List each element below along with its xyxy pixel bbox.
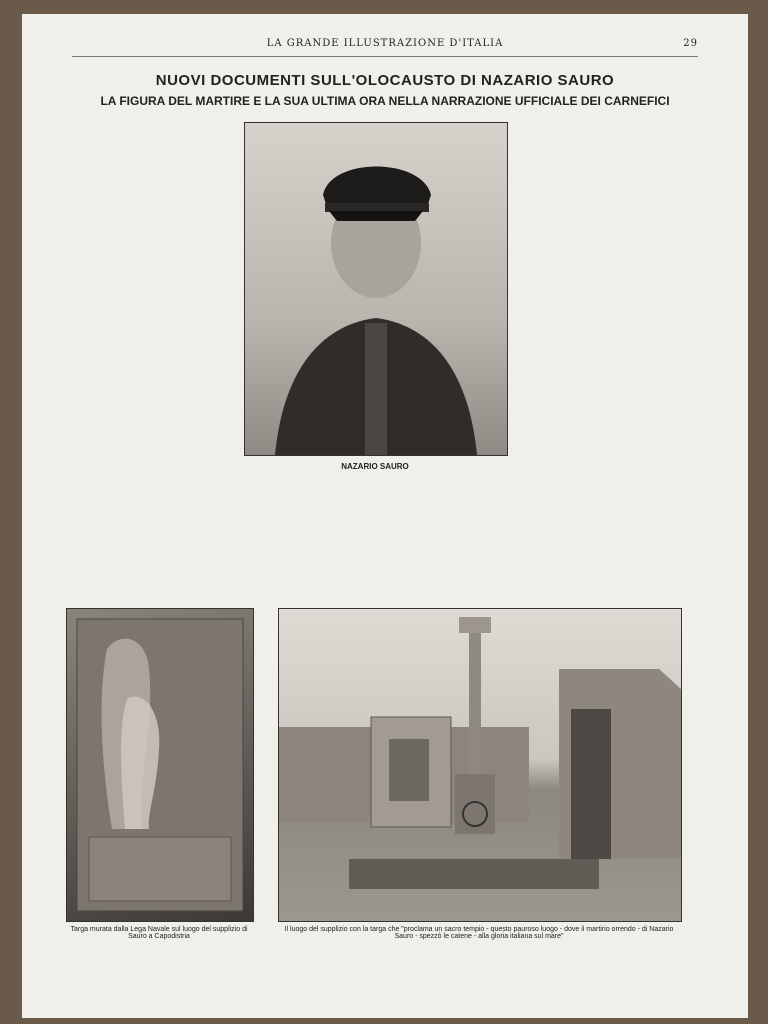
running-title: LA GRANDE ILLUSTRAZIONE D'ITALIA bbox=[266, 38, 504, 49]
left-column bbox=[70, 118, 238, 608]
monument-photo bbox=[278, 608, 682, 922]
running-header bbox=[72, 38, 698, 57]
portrait-caption: NAZARIO SAURO bbox=[341, 462, 409, 471]
right-column bbox=[510, 122, 700, 606]
article-subtitle: LA FIGURA DEL MARTIRE E LA SUA ULTIMA ORA NELLA NARRAZIONE UFFICIALE DEI CARNEFICI bbox=[100, 94, 670, 108]
monument-illustration bbox=[279, 609, 681, 921]
plaque-illustration bbox=[67, 609, 253, 921]
monument-caption: Il luogo del supplizio con la targa che "proclama un sacro tempio - questo pauroso luogo - dove il martirio orrendo - di Nazario Sauro - spezzò le catene - alla gloria italiana sul mare" bbox=[284, 926, 674, 940]
plaque-caption: Targa murata dalla Lega Navale sul luogo del supplizio di Sauro a Capodistria bbox=[70, 926, 248, 940]
plaque-photo bbox=[66, 608, 254, 922]
portrait-photo bbox=[244, 122, 508, 456]
center-column bbox=[287, 482, 477, 602]
portrait-illustration bbox=[245, 123, 507, 455]
magazine-page bbox=[22, 14, 748, 1018]
article-title: NUOVI DOCUMENTI SULL'OLOCAUSTO DI NAZARIO SAURO bbox=[155, 72, 615, 89]
page-number: 29 bbox=[683, 38, 698, 49]
